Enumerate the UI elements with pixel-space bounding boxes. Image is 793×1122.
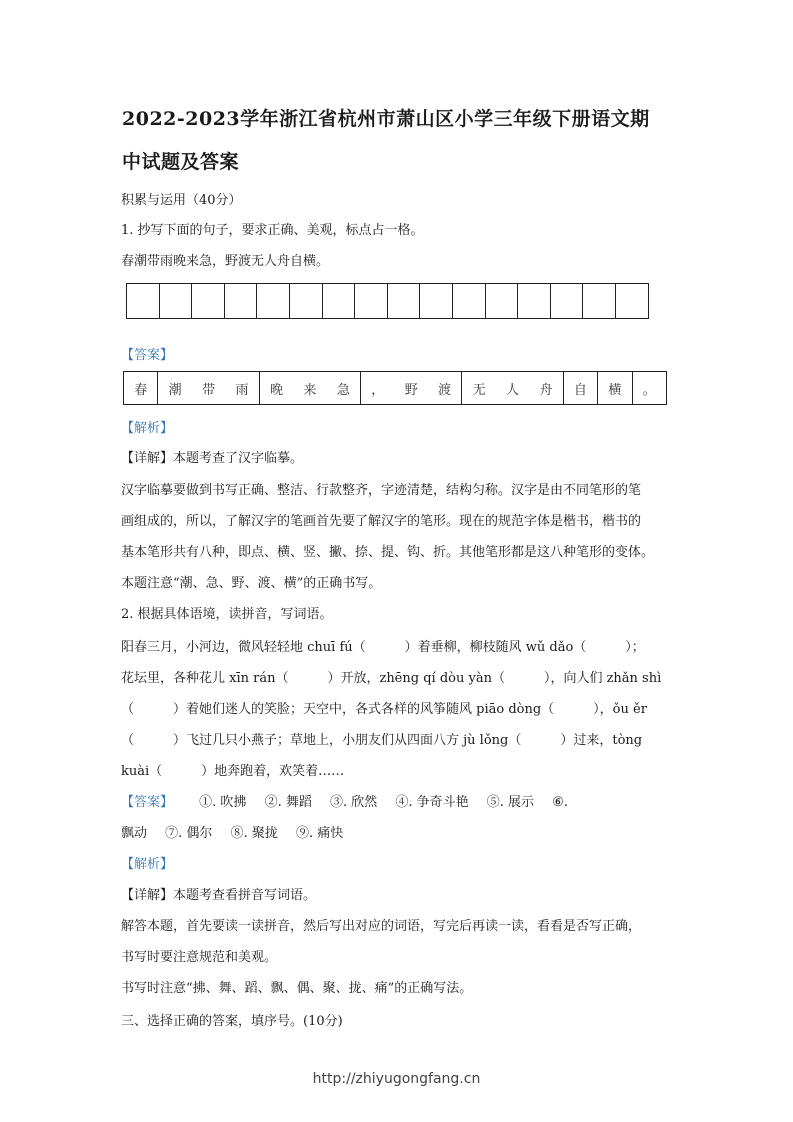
q2-detail-label: 【详解】	[121, 888, 174, 903]
q1-analysis-label: 【解析】	[121, 421, 174, 436]
q1-answer-grid	[123, 371, 667, 405]
grid-cell	[420, 283, 453, 319]
answer-char-cell: 无	[472, 382, 486, 398]
footer-url[interactable]: http://zhiyugongfang.cn	[312, 1071, 481, 1087]
grid-cell	[551, 283, 584, 319]
answer-char-cell: 雨	[225, 372, 259, 404]
answer-char-cell: 野	[404, 382, 418, 398]
q2-explain-line: 书写时要注意规范和美观。	[121, 950, 278, 965]
answer-char-cell: 潮	[168, 382, 182, 398]
grid-cell	[290, 283, 323, 319]
answer-char-cell: 横	[598, 372, 632, 404]
grid-cell	[453, 283, 486, 319]
q1-explain-line: 基本笔形共有八种，即点、横、竖、撇、捺、提、钩、折。其他笔形都是这八种笔形的变体。	[121, 545, 655, 560]
q1-explain-line: 汉字临摹要做到书写正确、整洁、行款整齐，字迹清楚，结构匀称。汉字是由不同笔形的笔	[121, 483, 642, 498]
answer-char-cell: 来	[303, 382, 317, 398]
grid-cell	[355, 283, 388, 319]
q1-detail-label: 【详解】	[121, 451, 174, 466]
grid-cell	[616, 283, 649, 319]
answer-char-cell: 渡	[428, 372, 462, 404]
q2-answers-row1	[121, 791, 582, 810]
q1-explain-line: 本题注意“潮、急、野、渡、横”的正确书写。	[121, 576, 382, 591]
q2-explain-line: 书写时注意“拂、舞、蹈、飘、偶、聚、拢、痛”的正确写法。	[121, 981, 473, 996]
q2-answer-item: ③. 欣然	[329, 795, 378, 810]
q2-detail	[121, 884, 316, 903]
section1-heading: 积累与运用（40分）	[121, 193, 242, 208]
answer-char-cell: 。	[642, 382, 656, 398]
q2-answer-item: ②. 舞蹈	[264, 795, 312, 810]
grid-cell	[225, 283, 258, 319]
q2-answer-item: ④. 争奇斗艳	[395, 795, 469, 810]
q2-answer-item: ⑦. 偶尔	[165, 826, 213, 841]
q2-answer-item: ⑧. 聚拢	[230, 826, 278, 841]
q2-passage-line: kuài（ ）地奔跑着，欢笑着……	[121, 764, 345, 779]
q2-passage-line: （ ）着她们迷人的笑脸；天空中，各式各样的风筝随风 piāo dòng（ ），ǒu ěr	[121, 702, 647, 717]
q1-sentence: 春潮带雨晚来急，野渡无人舟自横。	[121, 254, 330, 269]
grid-cell	[160, 283, 193, 319]
grid-cell	[486, 283, 519, 319]
answer-char-cell: 春	[124, 372, 158, 404]
grid-cell	[257, 283, 290, 319]
q1-detail	[121, 447, 303, 466]
answer-char-cell: 带	[202, 382, 216, 398]
q2-passage-line: 花坛里，各种花儿 xīn rán（ ）开放，zhēng qí dòu yàn（ ），向人们 zhǎn shì	[121, 671, 662, 686]
q2-answers-row2	[121, 822, 357, 841]
answer-char-cell: 急	[327, 372, 361, 404]
q1-writing-grid	[126, 283, 649, 319]
q2-answer-item: ⑨. 痛快	[295, 826, 344, 841]
answer-char-cell: 自	[564, 372, 598, 404]
answer-char-cell: 晚	[269, 382, 283, 398]
q1-prompt: 1. 抄写下面的句子，要求正确、美观，标点占一格。	[121, 223, 424, 238]
q2-analysis-label: 【解析】	[121, 857, 174, 872]
q2-passage-line: 阳春三月，小河边，微风轻轻地 chuī fú（ ）着垂柳，柳枝随风 wǔ dǎo（ ）；	[121, 640, 645, 655]
grid-cell	[127, 283, 160, 319]
q2-explain-line: 解答本题，首先要读一读拼音，然后写出对应的词语，写完后再读一读，看看是否写正确，	[121, 919, 642, 934]
q2-detail-text: 本题考查看拼音写词语。	[173, 888, 317, 903]
grid-cell	[388, 283, 421, 319]
grid-cell	[583, 283, 616, 319]
document-title-line2: 中试题及答案	[122, 151, 240, 173]
grid-cell	[518, 283, 551, 319]
answer-char-cell: 人	[506, 382, 520, 398]
answer-char-cell: ，	[371, 382, 385, 398]
q2-answer-item: ⑤. 展示	[486, 795, 535, 810]
answer-char-cell: 舟	[529, 372, 563, 404]
section3-heading: 三、选择正确的答案，填序号。(10分)	[121, 1014, 343, 1029]
q2-prompt: 2. 根据具体语境，读拼音，写词语。	[121, 607, 333, 622]
q2-answer-item: 飘动	[121, 826, 148, 841]
q1-detail-text: 本题考查了汉字临摹。	[173, 451, 304, 466]
q2-answer-label: 【答案】	[121, 795, 174, 810]
q2-answer-item: ①. 吹拂	[199, 795, 247, 810]
q2-passage-line: （ ）飞过几只小燕子；草地上，小朋友们从四面八方 jù lǒng（ ）过来，tòng	[121, 733, 643, 748]
grid-cell	[192, 283, 225, 319]
q1-answer-label: 【答案】	[121, 348, 174, 363]
document-title-line1: 2022-2023学年浙江省杭州市萧山区小学三年级下册语文期	[122, 108, 650, 130]
q1-explain-line: 画组成的，所以，了解汉字的笔画首先要了解汉字的笔形。现在的规范字体是楷书，楷书的	[121, 514, 642, 529]
q2-answer-item: ⑥.	[552, 795, 568, 810]
grid-cell	[323, 283, 356, 319]
